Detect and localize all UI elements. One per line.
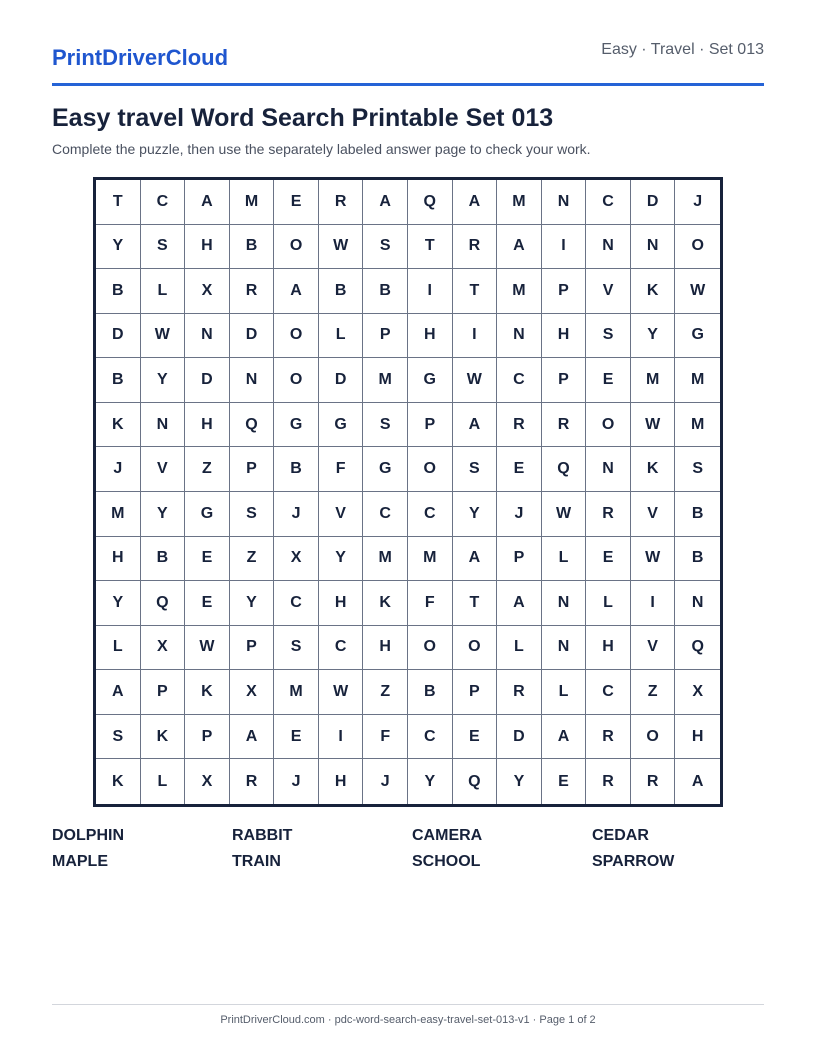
grid-cell: E	[453, 715, 498, 760]
grid-cell: E	[542, 759, 587, 804]
grid-cell: N	[631, 225, 676, 270]
page-footer: PrintDriverCloud.com · pdc-word-search-easy-travel-set-013-v1 · Page 1 of 2	[220, 1014, 596, 1026]
grid-cell: Y	[408, 759, 453, 804]
grid-cell: K	[631, 447, 676, 492]
grid-cell: Y	[497, 759, 542, 804]
grid-cell: M	[675, 358, 720, 403]
grid-cell: O	[586, 403, 631, 448]
grid-cell: D	[631, 180, 676, 225]
grid-cell: J	[274, 759, 319, 804]
grid-cell: W	[319, 670, 364, 715]
grid-cell: K	[141, 715, 186, 760]
grid-cell: Y	[141, 492, 186, 537]
grid-cell: Y	[230, 581, 275, 626]
word-list-item: CEDAR	[592, 827, 649, 844]
grid-cell: C	[319, 626, 364, 671]
grid-cell: C	[586, 670, 631, 715]
grid-cell: A	[453, 537, 498, 582]
word-list-item: SPARROW	[592, 853, 675, 870]
grid-cell: Y	[319, 537, 364, 582]
grid-cell: O	[631, 715, 676, 760]
grid-cell: H	[319, 759, 364, 804]
grid-cell: M	[497, 269, 542, 314]
grid-cell: E	[274, 180, 319, 225]
grid-cell: W	[631, 403, 676, 448]
grid-cell: R	[497, 403, 542, 448]
grid-cell: Y	[96, 581, 141, 626]
grid-cell: B	[96, 269, 141, 314]
grid-cell: C	[497, 358, 542, 403]
grid-cell: G	[363, 447, 408, 492]
grid-cell: K	[631, 269, 676, 314]
grid-cell: V	[631, 626, 676, 671]
page-title: Easy travel Word Search Printable Set 013	[52, 104, 554, 132]
grid-cell: M	[274, 670, 319, 715]
grid-cell: P	[185, 715, 230, 760]
grid-cell: O	[408, 447, 453, 492]
grid-cell: A	[453, 180, 498, 225]
brand-logo[interactable]: PrintDriverCloud	[52, 45, 229, 70]
grid-cell: Y	[96, 225, 141, 270]
grid-cell: R	[631, 759, 676, 804]
grid-cell: P	[408, 403, 453, 448]
grid-cell: N	[542, 626, 587, 671]
grid-cell: Q	[141, 581, 186, 626]
word-list-item: RABBIT	[232, 827, 293, 844]
grid-cell: G	[274, 403, 319, 448]
grid-cell: P	[453, 670, 498, 715]
grid-cell: C	[408, 715, 453, 760]
grid-cell: L	[96, 626, 141, 671]
grid-cell: N	[542, 180, 587, 225]
grid-cell: H	[319, 581, 364, 626]
grid-cell: Z	[631, 670, 676, 715]
grid-cell: P	[363, 314, 408, 359]
grid-cell: N	[675, 581, 720, 626]
grid-cell: M	[675, 403, 720, 448]
grid-cell: M	[363, 537, 408, 582]
grid-cell: D	[185, 358, 230, 403]
grid-cell: P	[230, 626, 275, 671]
grid-cell: V	[319, 492, 364, 537]
grid-cell: G	[185, 492, 230, 537]
grid-cell: B	[230, 225, 275, 270]
grid-cell: C	[363, 492, 408, 537]
grid-cell: S	[363, 225, 408, 270]
grid-cell: P	[542, 269, 587, 314]
word-list-item: DOLPHIN	[52, 827, 124, 844]
grid-cell: E	[497, 447, 542, 492]
grid-cell: X	[675, 670, 720, 715]
grid-cell: X	[185, 269, 230, 314]
grid-cell: C	[408, 492, 453, 537]
grid-cell: A	[96, 670, 141, 715]
word-list-item: TRAIN	[232, 853, 281, 870]
grid-cell: G	[319, 403, 364, 448]
grid-cell: S	[363, 403, 408, 448]
grid-cell: W	[185, 626, 230, 671]
word-list	[52, 826, 772, 871]
grid-cell: E	[586, 358, 631, 403]
grid-cell: F	[408, 581, 453, 626]
grid-cell: A	[691, 772, 704, 790]
word-list-item: SCHOOL	[412, 853, 481, 870]
grid-cell: H	[408, 314, 453, 359]
grid-cell: H	[96, 537, 141, 582]
grid-cell: V	[586, 269, 631, 314]
word-search-grid	[93, 177, 723, 807]
grid-cell: D	[497, 715, 542, 760]
grid-cell: B	[675, 492, 720, 537]
grid-cell: P	[542, 358, 587, 403]
grid-cell: H	[185, 225, 230, 270]
grid-cell: S	[96, 715, 141, 760]
grid-cell: N	[141, 403, 186, 448]
grid-cell: A	[497, 225, 542, 270]
grid-cell: N	[586, 447, 631, 492]
grid-cell: L	[141, 269, 186, 314]
grid-cell: Q	[230, 403, 275, 448]
grid-cell: B	[363, 269, 408, 314]
grid-cell: G	[408, 358, 453, 403]
grid-cell: M	[96, 492, 141, 537]
grid-cell: S	[274, 626, 319, 671]
puzzle-meta: Easy · Travel · Set 013	[601, 41, 764, 58]
grid-cell: A	[230, 715, 275, 760]
grid-cell: C	[586, 180, 631, 225]
grid-cell: Q	[453, 759, 498, 804]
grid-cell: G	[675, 314, 720, 359]
grid-cell: C	[141, 180, 186, 225]
grid-cell: F	[319, 447, 364, 492]
grid-cell: H	[586, 626, 631, 671]
grid-cell: Y	[141, 358, 186, 403]
grid-cell: Y	[453, 492, 498, 537]
grid-cell: R	[453, 225, 498, 270]
grid-cell: Z	[230, 537, 275, 582]
grid-cell: E	[185, 537, 230, 582]
grid-cell: T	[453, 269, 498, 314]
grid-cell: B	[408, 670, 453, 715]
grid-cell: E	[274, 715, 319, 760]
grid-cell: H	[675, 715, 720, 760]
grid-cell: J	[363, 759, 408, 804]
page-header	[52, 40, 764, 86]
grid-cell: O	[453, 626, 498, 671]
grid-cell: V	[141, 447, 186, 492]
grid-cell: L	[497, 626, 542, 671]
grid-cell: I	[542, 225, 587, 270]
word-list-item: MAPLE	[52, 853, 108, 870]
grid-cell: I	[408, 269, 453, 314]
grid-cell: N	[230, 358, 275, 403]
grid-cell: R	[586, 715, 631, 760]
grid-cell: L	[141, 759, 186, 804]
grid-cell: S	[141, 225, 186, 270]
word-list-item: CAMERA	[412, 827, 483, 844]
grid-cell: D	[96, 314, 141, 359]
grid-cell: D	[230, 314, 275, 359]
grid-cell: Z	[185, 447, 230, 492]
grid-cell: B	[675, 537, 720, 582]
grid-cell: P	[497, 537, 542, 582]
grid-cell: X	[274, 537, 319, 582]
grid-cell: C	[274, 581, 319, 626]
grid-cell: O	[675, 225, 720, 270]
grid-cell: I	[631, 581, 676, 626]
grid-cell: J	[675, 180, 720, 225]
grid-cell: M	[408, 537, 453, 582]
grid-cell: L	[542, 537, 587, 582]
grid-cell: S	[586, 314, 631, 359]
grid-cell: S	[675, 447, 720, 492]
grid-cell: J	[96, 447, 141, 492]
grid-cell: T	[408, 225, 453, 270]
grid-cell: A	[185, 180, 230, 225]
grid-cell: R	[586, 492, 631, 537]
grid-cell: Q	[542, 447, 587, 492]
grid-cell: S	[453, 447, 498, 492]
grid-cell: N	[497, 314, 542, 359]
grid-cell: P	[141, 670, 186, 715]
grid-cell: W	[542, 492, 587, 537]
grid-cell: O	[408, 626, 453, 671]
grid-cell: M	[497, 180, 542, 225]
grid-cell: M	[363, 358, 408, 403]
grid-cell: A	[542, 715, 587, 760]
grid-cell: M	[631, 358, 676, 403]
grid-cell: S	[230, 492, 275, 537]
grid-cell: H	[542, 314, 587, 359]
grid-cell: O	[274, 314, 319, 359]
grid-cell: R	[230, 759, 275, 804]
grid-cell: Z	[363, 670, 408, 715]
grid-cell: X	[230, 670, 275, 715]
grid-cell: A	[497, 581, 542, 626]
grid-cell: I	[319, 715, 364, 760]
grid-cell: W	[319, 225, 364, 270]
grid-cell: X	[185, 759, 230, 804]
grid-cell: W	[675, 269, 720, 314]
footer-divider	[52, 1004, 764, 1005]
grid-cell: W	[631, 537, 676, 582]
grid-cell: X	[141, 626, 186, 671]
grid-cell: L	[542, 670, 587, 715]
grid-cell: N	[586, 225, 631, 270]
grid-cell: Y	[631, 314, 676, 359]
grid-cell: B	[96, 358, 141, 403]
grid-cell: O	[274, 358, 319, 403]
grid-cell: E	[586, 537, 631, 582]
grid-cell: N	[185, 314, 230, 359]
grid-cell: F	[363, 715, 408, 760]
grid-cell: R	[497, 670, 542, 715]
grid-cell: H	[363, 626, 408, 671]
grid-cell: N	[542, 581, 587, 626]
page-subtitle: Complete the puzzle, then use the separately labeled answer page to check your work.	[52, 141, 591, 157]
grid-cell: R	[230, 269, 275, 314]
grid-cell: K	[185, 670, 230, 715]
grid-cell: O	[274, 225, 319, 270]
grid-cell: R	[586, 759, 631, 804]
grid-cell: B	[319, 269, 364, 314]
grid-cell: L	[586, 581, 631, 626]
grid-cell: M	[230, 180, 275, 225]
grid-cell: K	[96, 403, 141, 448]
grid-cell: A	[274, 269, 319, 314]
grid-cell: A	[363, 180, 408, 225]
grid-cell: K	[96, 759, 141, 804]
grid-cell: R	[319, 180, 364, 225]
grid-cell: H	[185, 403, 230, 448]
grid-cell: A	[453, 403, 498, 448]
grid-cell: R	[542, 403, 587, 448]
grid-cell: J	[274, 492, 319, 537]
grid-cell: Q	[408, 180, 453, 225]
grid-cell: J	[497, 492, 542, 537]
grid-cell: L	[319, 314, 364, 359]
grid-cell: W	[141, 314, 186, 359]
grid-cell: W	[453, 358, 498, 403]
grid-cell: I	[453, 314, 498, 359]
grid-cell: T	[96, 180, 141, 225]
grid-cell: K	[363, 581, 408, 626]
grid-cell: B	[274, 447, 319, 492]
grid-cell: B	[141, 537, 186, 582]
grid-cell: T	[453, 581, 498, 626]
grid-cell: V	[631, 492, 676, 537]
grid-cell: P	[230, 447, 275, 492]
grid-cell: D	[319, 358, 364, 403]
grid-cell: Q	[675, 626, 720, 671]
grid-cell: E	[185, 581, 230, 626]
